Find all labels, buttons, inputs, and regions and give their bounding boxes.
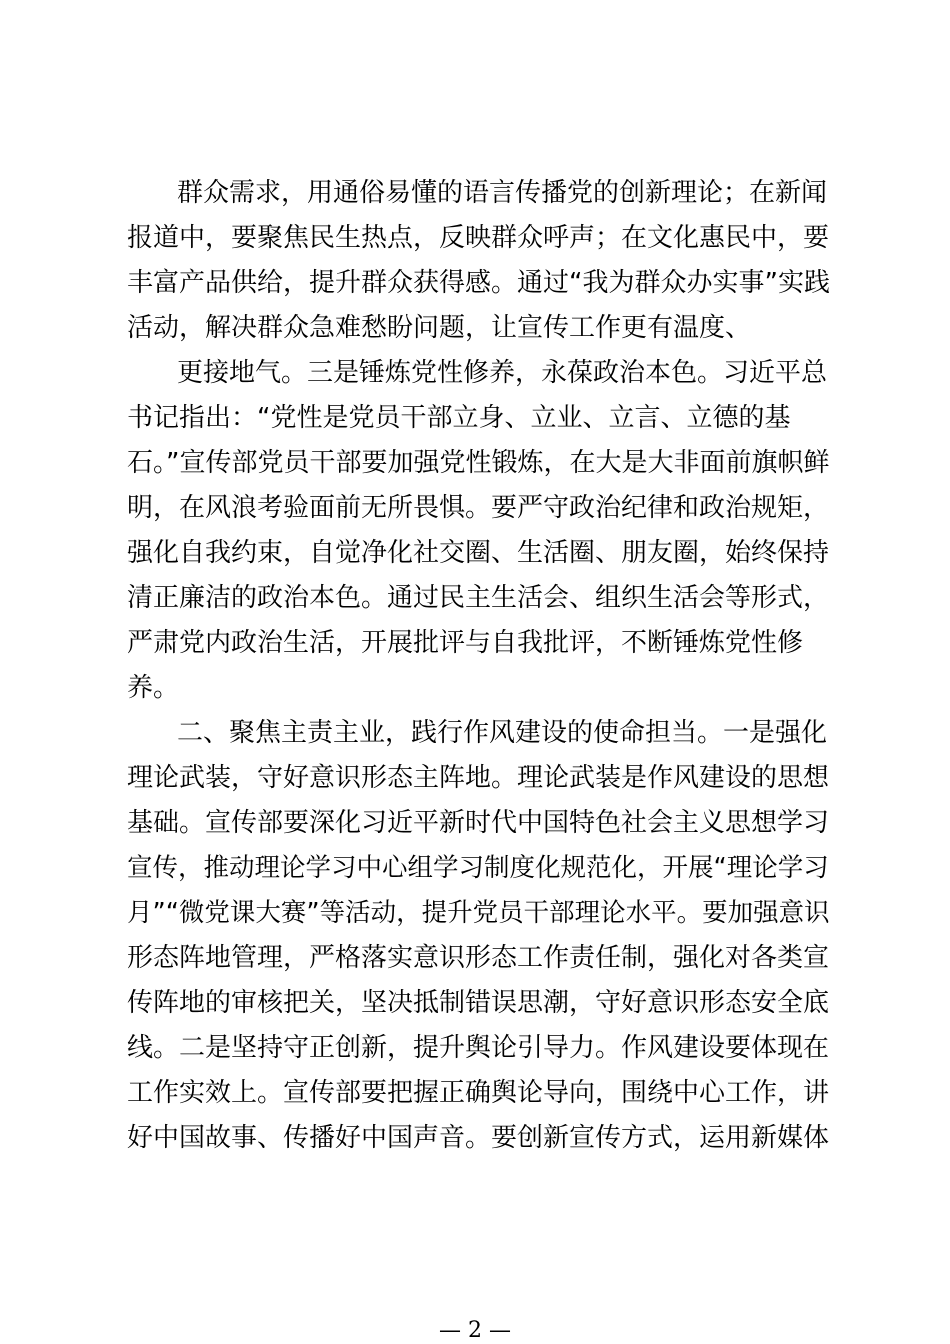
text-line: 好中国故事、传播好中国声音。要创新宣传方式，运用新媒体	[127, 1123, 830, 1153]
text-line: 更接地气。三是锤炼党性修养，永葆政治本色。习近平总	[177, 358, 828, 388]
text-line: 石。”宣传部党员干部要加强党性锻炼，在大是大非面前旗帜鲜	[127, 448, 830, 478]
text-line: 理论武装，守好意识形态主阵地。理论武装是作风建设的思想	[127, 763, 830, 793]
text-line: 清正廉洁的政治本色。通过民主生活会、组织生活会等形式，	[127, 583, 830, 613]
page-number: — 2 —	[439, 1318, 511, 1343]
text-line: 工作实效上。宣传部要把握正确舆论导向，围绕中心工作，讲	[127, 1078, 830, 1108]
text-line: 基础。宣传部要深化习近平新时代中国特色社会主义思想学习	[127, 808, 830, 838]
text-line: 群众需求，用通俗易懂的语言传播党的创新理论；在新闻	[177, 178, 828, 208]
text-line: 月”“微党课大赛”等活动，提升党员干部理论水平。要加强意识	[127, 898, 830, 928]
text-line: 书记指出：“党性是党员干部立身、立业、立言、立德的基	[127, 403, 791, 433]
text-line: 宣传，推动理论学习中心组学习制度化规范化，开展“理论学习	[127, 853, 829, 883]
text-line: 严肃党内政治生活，开展批评与自我批评，不断锤炼党性修	[127, 628, 804, 658]
text-line: 线。二是坚持守正创新，提升舆论引导力。作风建设要体现在	[127, 1033, 830, 1063]
text-line: 二、聚焦主责主业，践行作风建设的使命担当。一是强化	[177, 718, 828, 748]
text-line: 报道中，要聚焦民生热点，反映群众呼声；在文化惠民中，要	[127, 223, 830, 253]
text-line: 强化自我约束，自觉净化社交圈、生活圈、朋友圈，始终保持	[127, 538, 830, 568]
text-line: 明，在风浪考验面前无所畏惧。要严守政治纪律和政治规矩，	[127, 493, 830, 523]
text-line: 丰富产品供给，提升群众获得感。通过“我为群众办实事”实践	[127, 268, 830, 298]
text-line: 养。	[127, 673, 180, 703]
text-line: 形态阵地管理，严格落实意识形态工作责任制，强化对各类宣	[127, 943, 830, 973]
text-line: 活动，解决群众急难愁盼问题，让宣传工作更有温度、	[127, 313, 752, 343]
text-line: 传阵地的审核把关，坚决抵制错误思潮，守好意识形态安全底	[127, 988, 830, 1018]
